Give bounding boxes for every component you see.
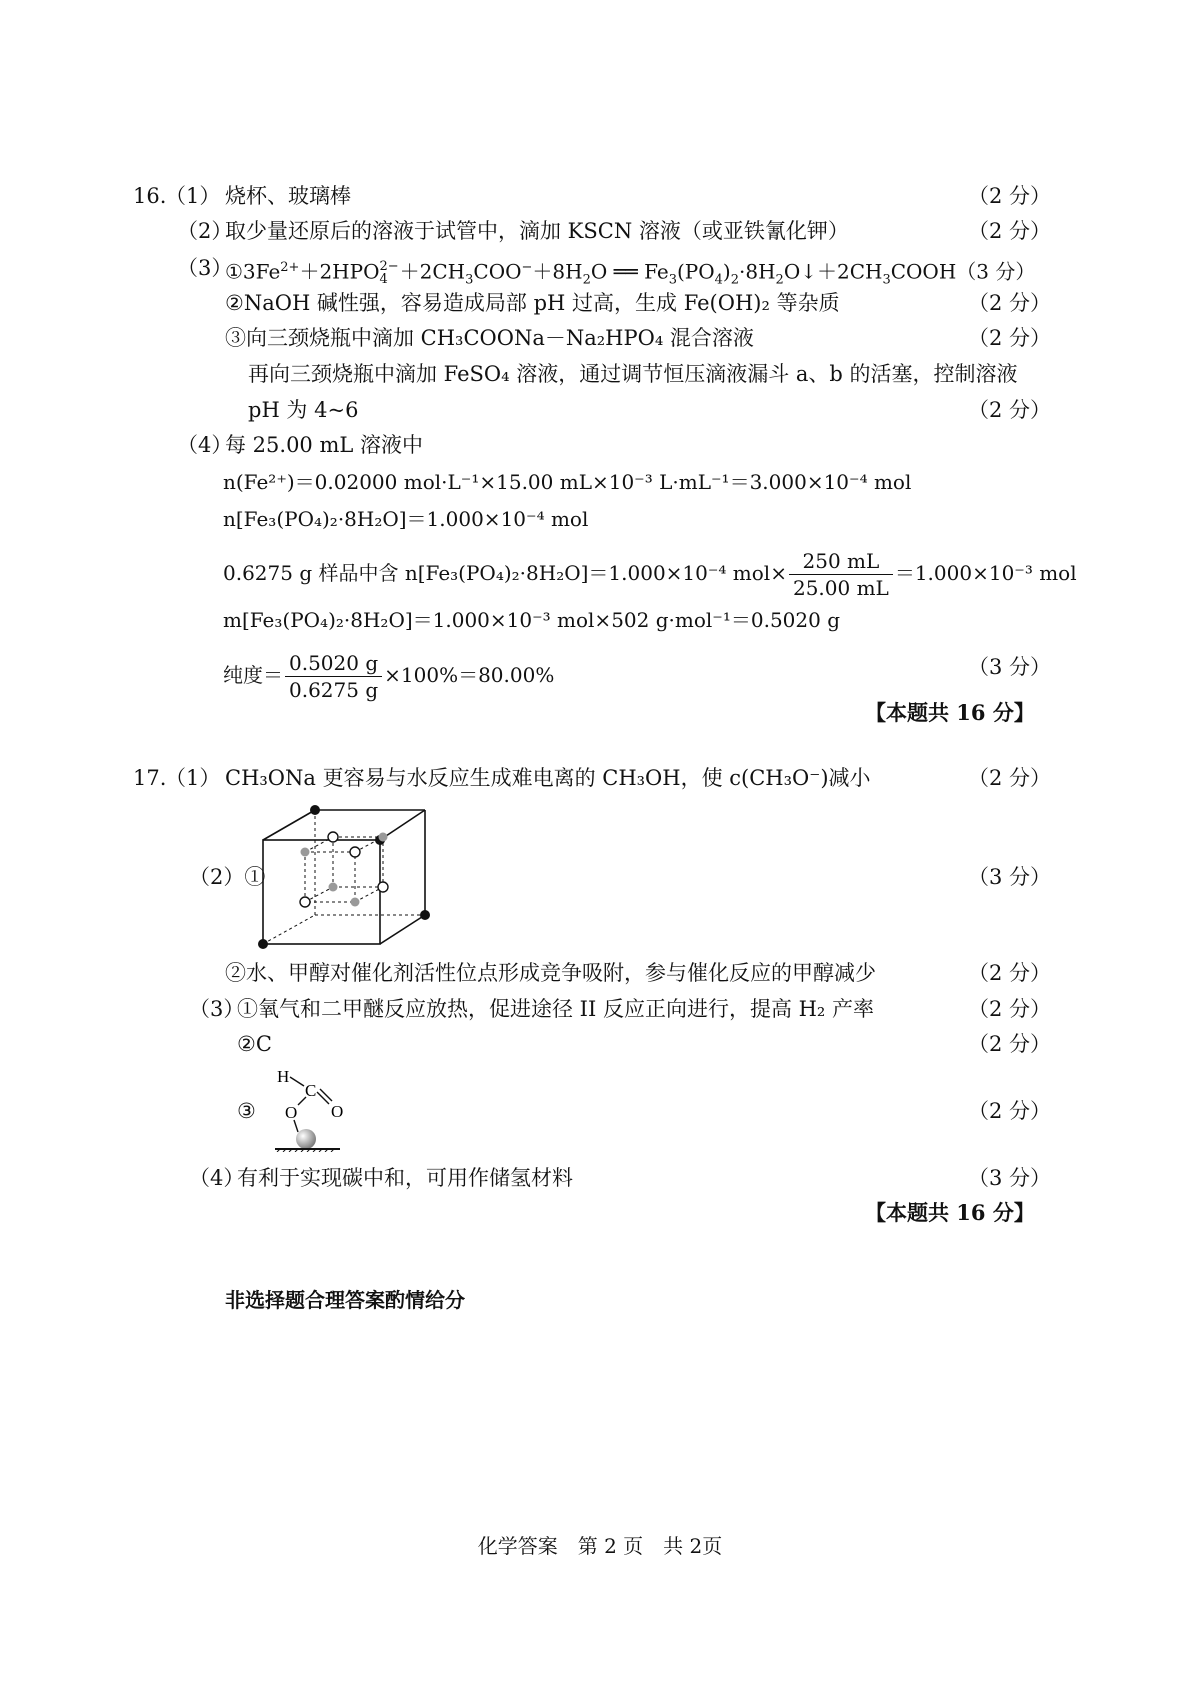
purity-fraction: $\frac{0.5020 g}{0.6275 g}$ [285, 650, 382, 703]
q17-p3-s3: ③ [237, 1099, 256, 1123]
atom-white [300, 832, 388, 907]
struct-o2-label: O [331, 1102, 344, 1121]
q17-number: 17. [133, 766, 167, 790]
q17-p3-label: （3） [189, 997, 245, 1021]
q17-p4-answer: 有利于实现碳中和，可用作储氢材料 [237, 1166, 573, 1190]
q17-p2-s2: ②水、甲醇对催化剂活性位点形成竞争吸附，参与催化反应的甲醇减少 [225, 961, 876, 985]
q16-p3-s3: ③向三颈烧瓶中滴加 CH₃COONa－Na₂HPO₄ 混合溶液 [225, 326, 754, 350]
q16-p3-s4-points: （2 分） [968, 398, 1052, 422]
q16-p2-label: （2） [177, 219, 233, 243]
q17-p4-label: （4） [189, 1166, 245, 1190]
q16-p1-label: （1） [165, 184, 221, 208]
grading-note: 非选择题合理答案酌情给分 [225, 1288, 465, 1312]
q17-p3-s2-points: （2 分） [968, 1032, 1052, 1056]
q16-p3-s4-line2: pH 为 4~6 [248, 398, 359, 422]
q17-p1-label: （1） [165, 766, 221, 790]
ratio-fraction: $\frac{250 mL}{25.00 mL}$ [789, 548, 893, 601]
q16-p4-line1: n(Fe²⁺)＝0.02000 mol·L⁻¹×15.00 mL×10⁻³ L·mL⁻¹＝3.000×10⁻⁴ mol [223, 470, 912, 494]
q16-p3-s2-points: （2 分） [968, 291, 1052, 315]
q16-p3-equation: $①3Fe^{2+}+2HPO$ 2− 4 $+2CH_3COO^-+8H_2O$ ══ $Fe_3(PO_4)_2\cdot 8H_2O↓+2CH_3COOH(3$ 分） [225, 259, 1036, 288]
q17-p3-s1-points: （2 分） [968, 997, 1052, 1021]
q16-total: 【本题共 16 分】 [865, 700, 1035, 725]
catalyst-surface-atom [296, 1129, 316, 1149]
q16-p2-points: （2 分） [968, 219, 1052, 243]
q16-p3-label: （3） [177, 256, 233, 280]
formate-adsorption-structure [265, 1062, 375, 1152]
q17-p1-points: （2 分） [968, 766, 1052, 790]
q16-p4-line5: 纯度＝ $\frac{0.5020 g}{0.6275 g}$ ×100%＝80.00% [223, 651, 555, 702]
q16-p3-s2: ②NaOH 碱性强，容易造成局部 pH 过高，生成 Fe(OH)₂ 等杂质 [225, 291, 840, 315]
q17-p2-s2-points: （2 分） [968, 961, 1052, 985]
q16-p1-points: （2 分） [968, 184, 1052, 208]
q17-p2-points: （3 分） [968, 865, 1052, 889]
q17-p2-label: （2）① [189, 865, 266, 889]
atom-gray [301, 833, 388, 907]
q16-p4-line3: 0.6275 g 样品中含 n[Fe₃(PO₄)₂·8H₂O]＝1.000×10⁻⁴ mol× $\frac{250 mL}{25.00 mL}$ ＝1.000×10⁻³ mol [223, 549, 1077, 600]
q16-p4-intro: 每 25.00 mL 溶液中 [225, 433, 424, 457]
struct-o1-label: O [285, 1103, 298, 1122]
struct-c-label: C [305, 1081, 317, 1100]
q17-p3-s1: ①氧气和二甲醚反应放热，促进途径 II 反应正向进行，提高 H₂ 产率 [237, 997, 875, 1021]
q16-p3-s3-points: （2 分） [968, 326, 1052, 350]
q17-p4-points: （3 分） [968, 1166, 1052, 1190]
q16-p4-line2: n[Fe₃(PO₄)₂·8H₂O]＝1.000×10⁻⁴ mol [223, 507, 589, 531]
q16-p3-s4-line1: 再向三颈烧瓶中滴加 FeSO₄ 溶液，通过调节恒压滴液漏斗 a、b 的活塞，控制溶液 [248, 362, 1018, 386]
struct-h-label: H [277, 1067, 290, 1086]
q16-p4-label: （4） [177, 433, 233, 457]
atom-black [258, 805, 430, 949]
crystal-cell-diagram [255, 800, 435, 950]
q16-p4-points: （3 分） [968, 655, 1052, 679]
q17-p3-s2: ②C [237, 1032, 272, 1056]
page-footer: 化学答案 第 2 页 共 2页 [477, 1534, 723, 1558]
q16-p4-line4: m[Fe₃(PO₄)₂·8H₂O]＝1.000×10⁻³ mol×502 g·mol⁻¹＝0.5020 g [223, 608, 841, 632]
q17-total: 【本题共 16 分】 [865, 1200, 1035, 1225]
q16-p1-answer: 烧杯、玻璃棒 [225, 184, 351, 208]
q17-p3-s3-points: （2 分） [968, 1099, 1052, 1123]
q17-p1-answer: CH₃ONa 更容易与水反应生成难电离的 CH₃OH，使 c(CH₃O⁻)减小 [225, 766, 871, 790]
q16-p2-answer: 取少量还原后的溶液于试管中，滴加 KSCN 溶液（或亚铁氰化钾） [225, 219, 849, 243]
q16-number: 16. [133, 184, 167, 208]
